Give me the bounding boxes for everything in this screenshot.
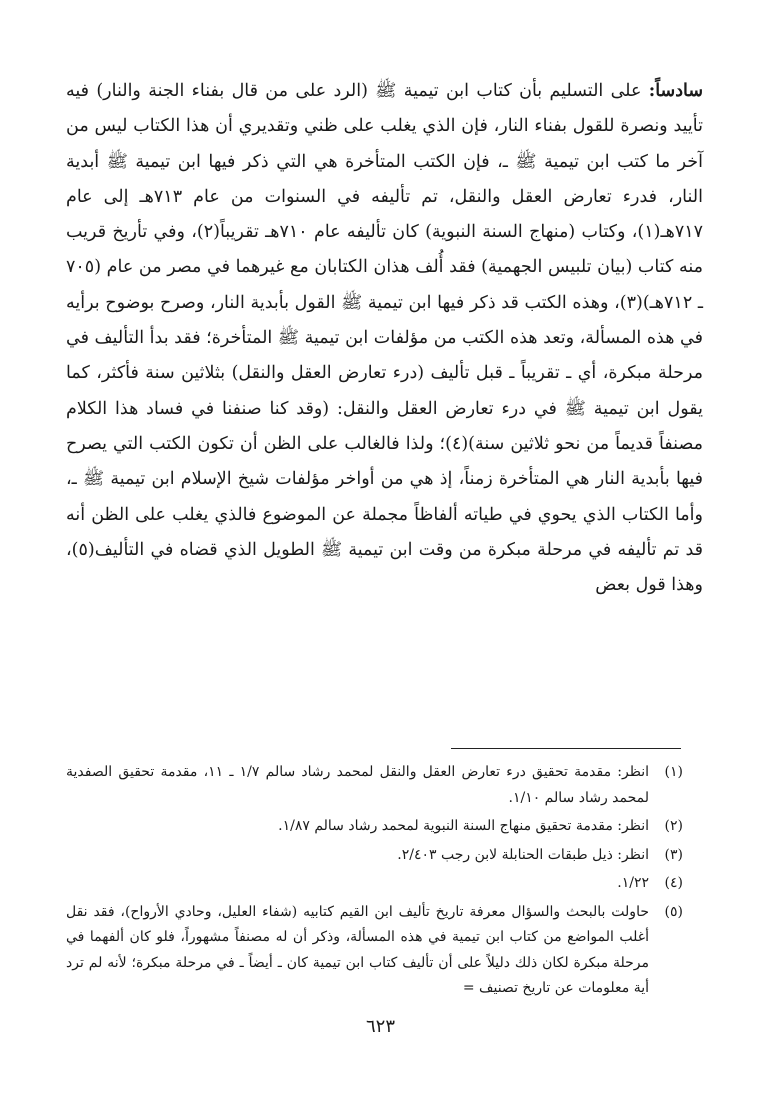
footnote-1 bbox=[66, 760, 683, 811]
footnote-text: انظر: ذيل طبقات الحنابلة لابن رجب ٢/٤٠٣. bbox=[397, 846, 649, 863]
footnote-number: (١) bbox=[664, 764, 683, 780]
footnote-number: (٣) bbox=[664, 846, 683, 863]
footnote-text: حاولت بالبحث والسؤال معرفة تاريخ تأليف ابن القيم كتابيه (شفاء العليل، وحادي الأرواح)، فقد نقل أغلب المواضع من كتاب ابن تيمية في هذه المسألة، وذكر أن له مصنفاً مشهوراً، فلو كان ألفهما في مرحلة مبكرة لكان ذلك دليلاً على أن تأليف كتاب ابن تيمية كان ـ أيضاً ـ في مرحلة مبكرة؛ لأنه لم ترد أية معلومات عن تاريخ تصنيف = bbox=[66, 903, 649, 996]
footnote-text: انظر: مقدمة تحقيق درء تعارض العقل والنقل لمحمد رشاد سالم ١/٧ ـ ١١، مقدمة تحقيق الصفدية لمحمد رشاد سالم ١/١٠. bbox=[66, 764, 649, 806]
paragraph-lead-label: سادساً: bbox=[648, 81, 703, 101]
footnote-2 bbox=[66, 814, 683, 840]
paragraph-body-text: على التسليم بأن كتاب ابن تيمية ﷺ (الرد على من قال بفناء الجنة والنار) فيه تأييد ونصرة للقول بفناء النار، فإن الذي يغلب على ظني وتقديري أن هذا الكتاب ليس من آخر ما كتب ابن تيمية ﷺ ـ، فإن الكتب المتأخرة هي التي ذكر فيها ابن تيمية ﷺ أبدية النار، فدرء تعارض العقل والنقل، تم تأليفه في السنوات من عام ٧١٣هـ إلى عام ٧١٧هـ(١)، وكتاب (منهاج السنة النبوية) كان تأليفه عام ٧١٠هـ تقريباً(٢)، وفي تأريخ قريب منه كتاب (بيان تلبيس الجهمية) فقد أُلف هذان الكتابان مع غيرهما في مصر من عام (٧٠٥ ـ ٧١٢هـ)(٣)، وهذه الكتب قد ذكر فيها ابن تيمية ﷺ القول بأبدية النار، وصرح بوضوح برأيه في هذه المسألة، وتعد هذه الكتب من مؤلفات ابن تيمية ﷺ المتأخرة؛ فقد بدأ التأليف في مرحلة مبكرة، أي ـ تقريباً ـ قبل تأليف (درء تعارض العقل والنقل) بثلاثين سنة فأكثر، كما يقول ابن تيمية ﷺ في درء تعارض العقل والنقل: (وقد كنا صنفنا في فساد هذا الكلام مصنفاً قديماً من نحو ثلاثين سنة)(٤)؛ ولذا فالغالب على الظن أن تكون الكتب التي يصرح فيها بأبدية النار هي المتأخرة زمناً، إذ هي من أواخر مؤلفات شيخ الإسلام ابن تيمية ﷺ ـ، وأما الكتاب الذي يحوي في طياته ألفاظاً مجملة عن الموضوع فالذي يغلب على الظن أنه قد تم تأليفه في مرحلة مبكرة من وقت ابن تيمية ﷺ الطويل الذي قضاه في التأليف(٥)، وهذا قول بعض bbox=[66, 81, 704, 596]
footnote-5 bbox=[66, 900, 683, 1002]
page-number: ٦٢٣ bbox=[365, 1016, 395, 1037]
footnote-number: (٢) bbox=[664, 818, 683, 834]
footnote-separator bbox=[451, 748, 681, 749]
footnote-text: ١/٢٢. bbox=[617, 875, 649, 891]
footnote-number: (٥) bbox=[664, 903, 683, 920]
main-paragraph bbox=[66, 74, 703, 603]
footnote-3 bbox=[66, 843, 683, 869]
footnote-number: (٤) bbox=[664, 875, 683, 891]
footnotes-section bbox=[66, 760, 683, 1005]
footnote-4 bbox=[66, 871, 683, 897]
footnote-text: انظر: مقدمة تحقيق منهاج السنة النبوية لمحمد رشاد سالم ١/٨٧. bbox=[278, 818, 649, 834]
